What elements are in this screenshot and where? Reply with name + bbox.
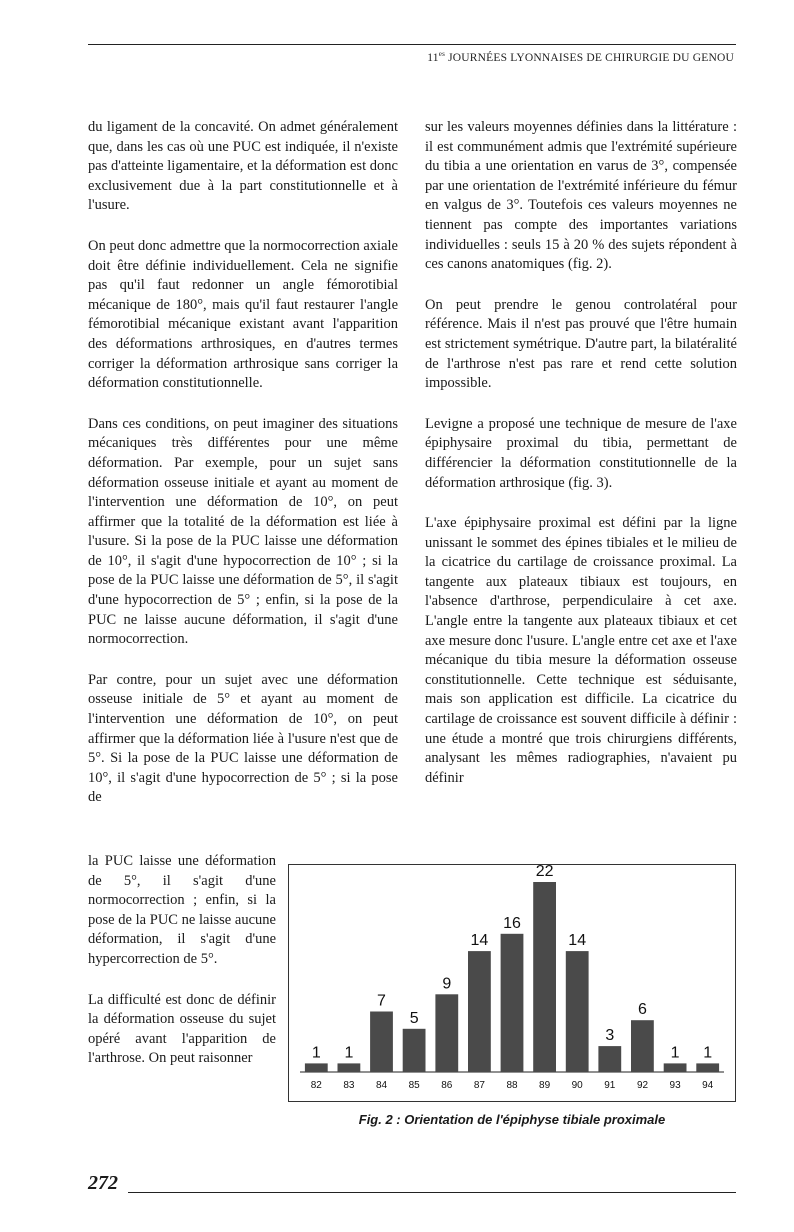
histogram-bar	[468, 951, 491, 1072]
bar-value-label: 9	[442, 975, 452, 993]
header-prefix: 11	[427, 51, 439, 64]
histogram-bar	[696, 1063, 719, 1072]
x-tick-label: 93	[669, 1080, 681, 1091]
left-column	[88, 118, 398, 829]
histogram-chart	[288, 864, 736, 1104]
left-column-tail	[88, 852, 276, 1090]
histogram-bar	[435, 994, 458, 1072]
right-paragraph-4: L'axe épiphysaire proximal est défini par la ligne unissant le sommet des épines tibiales et le milieu de la cicatrice du cartilage de croissance proximal. La tangente aux plateaux tibiaux est toujours, en l'absence d'arthrose, perpendiculaire à cet axe. L'angle entre la tangente aux plateaux tibiaux et cet axe mesure donc l'usure. L'angle entre cet axe et l'axe mécanique du tibia mesure la déformation osseuse constitutionnelle. Cette technique est séduisante, mais son application est difficile. La cicatrice du cartilage de croissance est souvent difficile à définir : une étude a montré que trois chirurgiens différents, analysant les mêmes radiographies, n'avaient pu définir	[425, 515, 737, 786]
bar-value-label: 16	[503, 914, 521, 932]
histogram-bar	[370, 1012, 393, 1073]
x-tick-label: 85	[408, 1080, 420, 1091]
x-tick-label: 87	[473, 1080, 485, 1091]
histogram-bar	[598, 1046, 621, 1072]
bar-value-label: 14	[470, 932, 489, 950]
header-rule	[88, 44, 736, 45]
bar-value-label: 1	[703, 1044, 713, 1062]
right-paragraph-2: On peut prendre le genou controlatéral pour référence. Mais il n'est pas prouvé que l'être humain est strictement symétrique. D'autre part, la bilatéralité de l'arthrose n'est pas rare et rend cette solution impossible.	[425, 296, 737, 392]
bar-value-label: 6	[638, 1001, 647, 1019]
left-paragraph-3: Dans ces conditions, on peut imaginer des situations mécaniques très différentes pour une même déformation. Par exemple, pour un sujet sans déformation osseuse initiale et ayant au moment de l'intervention une déformation de 10°, on peut affirmer que la totalité de la déformation est liée à l'usure. Si la pose de la PUC laisse une déformation de 10°, il s'agit d'une hypocorrection de 10° ; si la pose de la PUC laisse une déformation de 5°, il s'agit d'une hypocorrection de 5° ; enfin, si la pose de la PUC ne laisse aucune déformation, il s'agit d'une normocorrection.	[88, 415, 398, 648]
x-tick-label: 90	[571, 1080, 583, 1091]
histogram-bar	[338, 1063, 361, 1072]
histogram-bar	[533, 882, 556, 1072]
bar-value-label: 1	[311, 1044, 321, 1062]
left-tail-paragraph-2: La difficulté est donc de définir la déformation osseuse du sujet opéré avant l'apparition de l'arthrose. On peut raisonner	[88, 991, 276, 1067]
x-tick-label: 83	[343, 1080, 355, 1091]
header-title: JOURNÉES LYONNAISES DE CHIRURGIE DU GENOU	[445, 51, 734, 64]
running-header	[427, 50, 734, 64]
histogram-bar	[566, 951, 589, 1072]
histogram-bar	[501, 934, 524, 1072]
histogram-bar	[631, 1020, 654, 1072]
page-number: 272	[88, 1172, 118, 1194]
x-tick-label: 89	[539, 1080, 551, 1091]
x-tick-label: 86	[441, 1080, 453, 1091]
figure-2	[288, 864, 736, 1104]
right-paragraph-3: Levigne a proposé une technique de mesure de l'axe épiphysaire proximal du tibia, permettant de différencier la déformation constitutionnelle de la déformation arthrosique (fig. 3).	[425, 415, 737, 491]
histogram-bar	[664, 1063, 687, 1072]
bar-value-label: 1	[344, 1044, 354, 1062]
bar-value-label: 3	[605, 1027, 615, 1045]
footer-rule	[128, 1192, 736, 1193]
bar-value-label: 22	[535, 864, 554, 880]
bar-value-label: 5	[409, 1009, 419, 1027]
x-tick-label: 94	[702, 1080, 714, 1091]
left-paragraph-2: On peut donc admettre que la normocorrection axiale doit être définie individuellement. Cela ne signifie pas qu'il faut redonner un angle fémorotibial mécanique de 180°, mais qu'il faut restaurer l'angle fémorotibial mécanique existant avant l'apparition des déformations arthrosiques, en d'autres termes corriger la déformation arthrosique sans corriger la déformation constitutionnelle.	[88, 237, 398, 392]
bar-value-label: 7	[377, 992, 386, 1010]
x-tick-label: 84	[375, 1080, 388, 1091]
right-paragraph-1: sur les valeurs moyennes définies dans la littérature : il est communément admis que l'extrémité supérieure du tibia a une orientation en varus de 3°, compensée par une orientation de l'extrémité inférieure du fémur en valgus de 3°. Toutefois ces valeurs moyennes ne tiennent pas compte des importantes variations individuelles : seuls 15 à 20 % des sujets répondent à ces canons anatomiques (fig. 2).	[425, 119, 737, 273]
bar-value-label: 1	[670, 1044, 680, 1062]
left-paragraph-1: du ligament de la concavité. On admet généralement que, dans les cas où une PUC est indiquée, il n'existe pas d'atteinte ligamentaire, et la déformation est donc exclusivement due à la part constitutionnelle et à l'usure.	[88, 119, 398, 214]
x-tick-label: 91	[604, 1080, 616, 1091]
left-tail-paragraph-1: la PUC laisse une déformation de 5°, il s'agit d'une normocorrection ; enfin, si la pose de la PUC ne laisse aucune déformation, il s'agit d'une hypercorrection de 5°.	[88, 853, 276, 967]
x-tick-label: 92	[636, 1080, 649, 1091]
x-tick-label: 88	[506, 1080, 518, 1091]
histogram-bar	[305, 1063, 328, 1072]
left-paragraph-4: Par contre, pour un sujet avec une déformation osseuse initiale de 5° et ayant au moment de l'intervention une déformation de 10°, on peut affirmer que la déformation liée à l'usure n'est que de 5°. Si la pose de la PUC laisse une déformation de 10°, il s'agit d'une hypocorrection de 5° ; si la pose de	[88, 671, 398, 806]
x-tick-label: 82	[310, 1080, 322, 1091]
figure-caption: Fig. 2 : Orientation de l'épiphyse tibiale proximale	[358, 1112, 666, 1127]
header-superscript: es	[438, 50, 445, 58]
histogram-bar	[403, 1029, 426, 1072]
right-column	[425, 118, 737, 809]
bar-value-label: 14	[568, 932, 587, 950]
